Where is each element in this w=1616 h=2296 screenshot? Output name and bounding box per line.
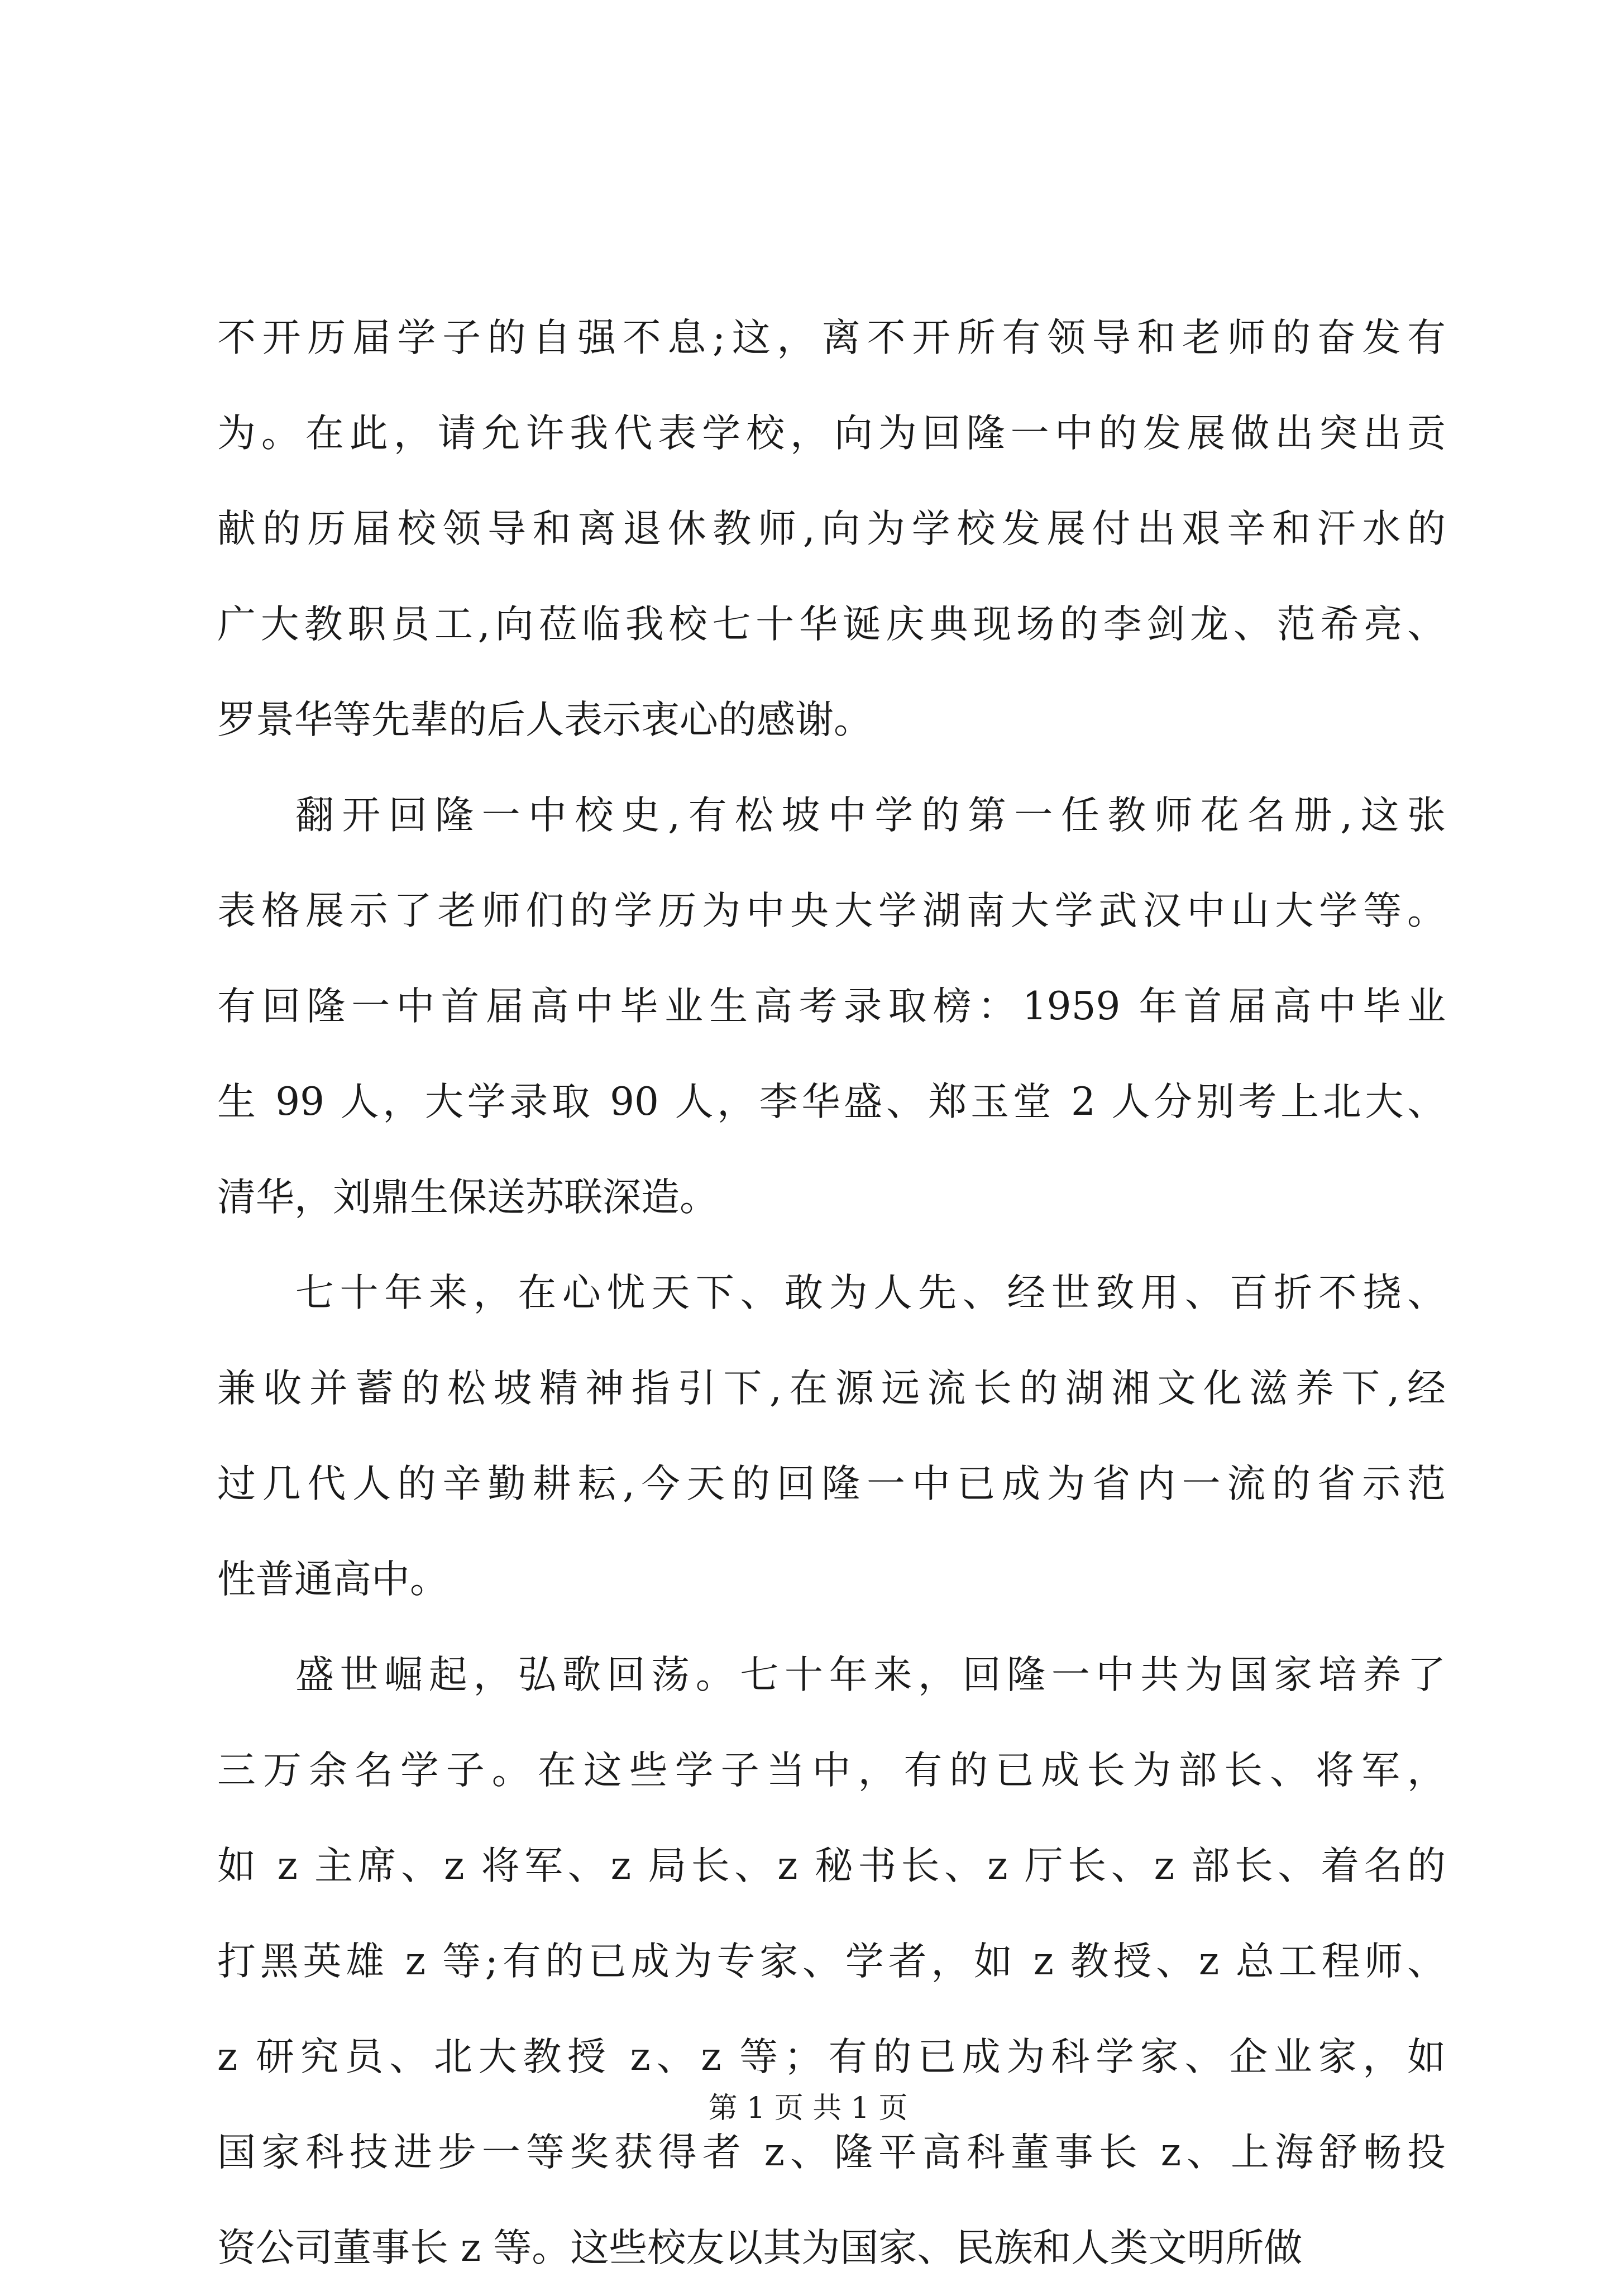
text-line: 不开历届学子的自强不息;这，离不开所有领导和老师的奋发有 xyxy=(217,316,1446,360)
paragraph xyxy=(217,1245,1446,1627)
text-line: 兼收并蓄的松坡精神指引下,在源远流长的湖湘文化滋养下,经 xyxy=(217,1366,1446,1411)
page-footer: 第 1 页 共 1 页 xyxy=(708,2092,908,2125)
text-line: 广大教职员工,向莅临我校七十华诞庆典现场的李剑龙、范希亮、 xyxy=(217,602,1446,647)
paragraph xyxy=(217,1627,1446,2296)
text-line: 七十年来，在心忧天下、敢为人先、经世致用、百折不挠、 xyxy=(295,1271,1446,1315)
text-line: 打黑英雄 z 等;有的已成为专家、学者，如 z 教授、z 总工程师、 xyxy=(217,1939,1446,1984)
text-line: 献的历届校领导和离退休教师,向为学校发展付出艰辛和汗水的 xyxy=(217,507,1446,551)
paragraph xyxy=(217,768,1446,1245)
text-line: 为。在此，请允许我代表学校，向为回隆一中的发展做出突出贡 xyxy=(217,411,1446,456)
body-text xyxy=(217,290,1446,2296)
text-line: 资公司董事长 z 等。这些校友以其为国家、民族和人类文明所做 xyxy=(217,2226,1303,2270)
text-line: 表格展示了老师们的学历为中央大学湖南大学武汉中山大学等。 xyxy=(217,889,1446,933)
text-line: 有回隆一中首届高中毕业生高考录取榜：1959 年首届高中毕业 xyxy=(217,984,1446,1029)
text-line: 生 99 人，大学录取 90 人，李华盛、郑玉堂 2 人分别考上北大、 xyxy=(217,1080,1446,1124)
text-line: 过几代人的辛勤耕耘,今天的回隆一中已成为省内一流的省示范 xyxy=(217,1462,1446,1506)
text-line: 清华，刘鼎生保送苏联深造。 xyxy=(217,1175,718,1220)
text-line: 三万余名学子。在这些学子当中，有的已成长为部长、将军， xyxy=(217,1748,1446,1793)
text-line: 国家科技进步一等奖获得者 z、隆平高科董事长 z、上海舒畅投 xyxy=(217,2130,1446,2175)
text-line: 罗景华等先辈的后人表示衷心的感谢。 xyxy=(217,698,872,742)
text-line: 性普通高中。 xyxy=(217,1557,448,1602)
text-line: z 研究员、北大教授 z、z 等；有的已成为科学家、企业家，如 xyxy=(217,2035,1446,2079)
text-line: 翻开回隆一中校史,有松坡中学的第一任教师花名册,这张 xyxy=(295,793,1446,838)
paragraph xyxy=(217,290,1446,768)
text-line: 盛世崛起，弘歌回荡。七十年来，回隆一中共为国家培养了 xyxy=(295,1653,1446,1697)
text-line: 如 z 主席、z 将军、z 局长、z 秘书长、z 厅长、z 部长、着名的 xyxy=(217,1844,1446,1888)
